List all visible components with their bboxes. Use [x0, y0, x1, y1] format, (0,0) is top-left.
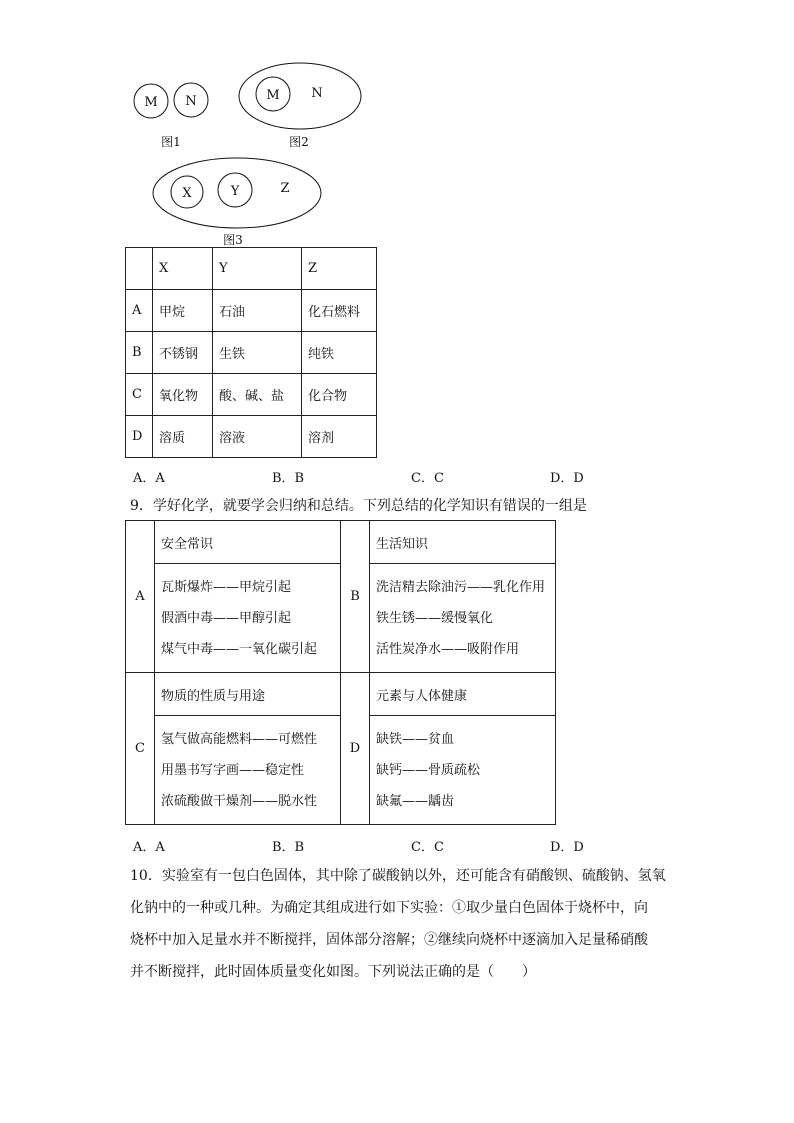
table-row [126, 332, 377, 374]
table-cell: 纯铁 [302, 332, 377, 374]
table-cell: 酸、碱、盐 [213, 374, 302, 416]
table-cell: X [153, 248, 213, 290]
figure-2-caption: 图2 [289, 135, 309, 149]
q8-options [133, 467, 689, 486]
q8-option-b[interactable]: B．B [272, 471, 305, 486]
circle-m-label: M [144, 95, 158, 110]
q8-option-c[interactable]: C．C [411, 471, 444, 486]
table-cell: Z [302, 248, 377, 290]
figure-2 [239, 63, 361, 149]
q9-options [133, 836, 689, 855]
figure-3-caption: 图3 [223, 233, 243, 247]
table-cell: 不锈钢 [153, 332, 213, 374]
q9-option-a[interactable]: A．A [133, 840, 165, 855]
table-header-row [126, 248, 377, 290]
table-row [126, 416, 377, 458]
table-row [126, 290, 377, 332]
block-c-title: 物质的性质与用途 [155, 673, 341, 716]
ellipse-z-label: Z [280, 181, 290, 196]
figure-1-caption: 图1 [161, 135, 181, 149]
venn-figures [120, 60, 380, 250]
block-d-line: 缺铁——贫血 [376, 731, 455, 747]
block-a-line: 假酒中毒——甲醇引起 [161, 610, 292, 626]
classification-table [125, 247, 377, 458]
table-cell: 溶剂 [302, 416, 377, 458]
figure-3 [153, 158, 321, 247]
block-b-line: 铁生锈——缓慢氧化 [376, 610, 494, 626]
block-d-line: 缺钙——骨质疏松 [376, 762, 481, 778]
block-d-title: 元素与人体健康 [370, 673, 556, 716]
table-cell: Y [213, 248, 302, 290]
circle-m-inner-label: M [266, 88, 280, 103]
q9-option-b[interactable]: B．B [272, 840, 305, 855]
table-cell [126, 248, 153, 290]
circle-x-label: X [182, 186, 192, 201]
block-b-body [370, 564, 556, 673]
block-a-body [155, 564, 341, 673]
block-b-title: 生活知识 [370, 521, 556, 564]
table-cell: 溶质 [153, 416, 213, 458]
table-cell: 生铁 [213, 332, 302, 374]
table-cell: D [126, 416, 153, 458]
block-c-line: 氢气做高能燃料——可燃性 [161, 731, 318, 747]
table-cell: C [126, 374, 153, 416]
q9-option-c[interactable]: C．C [411, 840, 444, 855]
block-b-line: 洗洁精去除油污——乳化作用 [376, 579, 546, 595]
block-a-letter: A [126, 521, 155, 673]
table-cell: 溶液 [213, 416, 302, 458]
table-cell: A [126, 290, 153, 332]
q9-option-d[interactable]: D．D [550, 840, 584, 855]
block-b-letter: B [341, 521, 370, 673]
q8-option-d[interactable]: D．D [550, 471, 584, 486]
block-c-line: 浓硫酸做干燥剂——脱水性 [161, 793, 318, 809]
block-d-line: 缺氟——龋齿 [376, 793, 455, 809]
table-row [126, 374, 377, 416]
block-d-letter: D [341, 673, 370, 825]
ellipse-n-label: N [311, 86, 323, 101]
table-cell: 氧化物 [153, 374, 213, 416]
block-a-title: 安全常识 [155, 521, 341, 564]
table-cell: 化石燃料 [302, 290, 377, 332]
q10-line: 烧杯中加入足量水并不断搅拌，固体部分溶解；②继续向烧杯中逐滴加入足量稀硝酸 [130, 932, 648, 948]
q8-option-a[interactable]: A．A [133, 471, 165, 486]
q9-stem: 9．学好化学，就要学会归纳和总结。下列总结的化学知识有错误的一组是 [130, 498, 587, 514]
table-cell: 化合物 [302, 374, 377, 416]
table-cell: B [126, 332, 153, 374]
ellipse-n [239, 63, 361, 129]
block-c-body [155, 716, 341, 825]
q10-line: 并不断搅拌，此时固体质量变化如图。下列说法正确的是（ ） [130, 964, 536, 980]
block-c-letter: C [126, 673, 155, 825]
circle-n-label: N [185, 94, 197, 109]
block-c-line: 用墨书写字画——稳定性 [161, 762, 305, 778]
block-d-body [370, 716, 556, 825]
figure-1 [134, 83, 208, 149]
q10-line: 化钠中的一种或几种。为确定其组成进行如下实验：①取少量白色固体于烧杯中，向 [130, 900, 648, 916]
table-cell: 甲烷 [153, 290, 213, 332]
q10-stem [130, 860, 730, 988]
q10-line: 10．实验室有一包白色固体，其中除了碳酸钠以外，还可能含有硝酸钡、硫酸钠、氢氧 [130, 868, 666, 884]
knowledge-table [125, 520, 556, 825]
block-b-line: 活性炭净水——吸附作用 [376, 641, 520, 657]
block-a-line: 瓦斯爆炸——甲烷引起 [161, 579, 292, 595]
circle-y-label: Y [230, 184, 240, 199]
table-cell: 石油 [213, 290, 302, 332]
block-a-line: 煤气中毒——一氧化碳引起 [161, 641, 318, 657]
